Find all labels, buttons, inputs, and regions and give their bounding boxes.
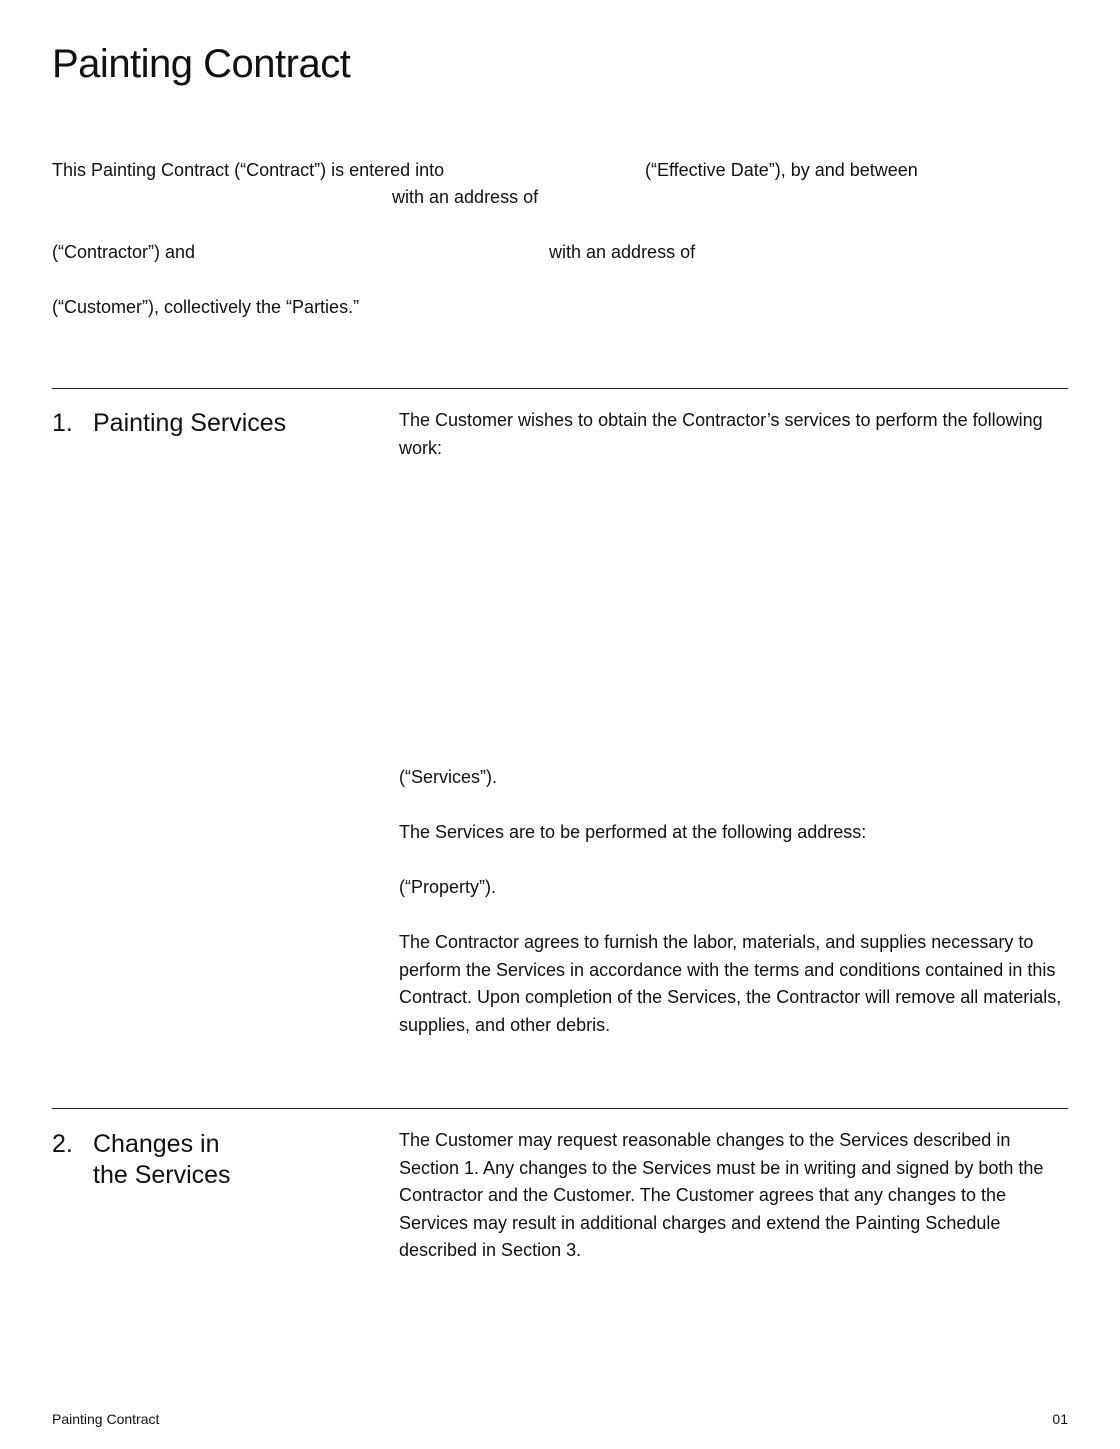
section-divider — [52, 388, 1068, 389]
section-paragraph: (“Property”). — [399, 877, 497, 897]
section-heading: Changes in — [93, 1130, 220, 1158]
intro-text: with an address of — [549, 242, 696, 262]
section-paragraph: The Customer wishes to obtain the Contractor’s services to perform the following work: — [399, 410, 1043, 458]
intro-text: (“Contractor”) and — [52, 242, 196, 262]
page-title: Painting Contract — [52, 42, 351, 86]
footer-title: Painting Contract — [52, 1411, 160, 1427]
section-divider — [52, 1108, 1068, 1109]
intro-text: (“Effective Date”), by and between — [645, 160, 918, 180]
section-paragraph: The Services are to be performed at the following address: — [399, 822, 867, 842]
intro-text: with an address of — [392, 187, 539, 207]
section-paragraph: The Contractor agrees to furnish the labor, materials, and supplies necessary to perform the Services in accordance with the terms and conditions contained in this Contract. Upon completion of the Services, the Contractor will remove all materials, supplies, and other debris. — [399, 932, 1062, 1035]
section-number: 1. — [52, 409, 73, 437]
intro-text: (“Customer”), collectively the “Parties.” — [52, 297, 360, 317]
page-number: 01 — [1052, 1411, 1068, 1427]
section-number: 2. — [52, 1130, 73, 1158]
section-heading: the Services — [93, 1161, 231, 1189]
section-heading: Painting Services — [93, 409, 287, 437]
section-paragraph: (“Services”). — [399, 767, 497, 787]
section-paragraph: The Customer may request reasonable changes to the Services described in Section 1. Any changes to the Services must be in writing and signed by both the Contractor and the Customer. The Customer agrees that any changes to the Services may result in additional charges and extend the Painting Schedule described in Section 3. — [399, 1130, 1044, 1260]
intro-text: This Painting Contract (“Contract”) is entered into — [52, 160, 445, 180]
